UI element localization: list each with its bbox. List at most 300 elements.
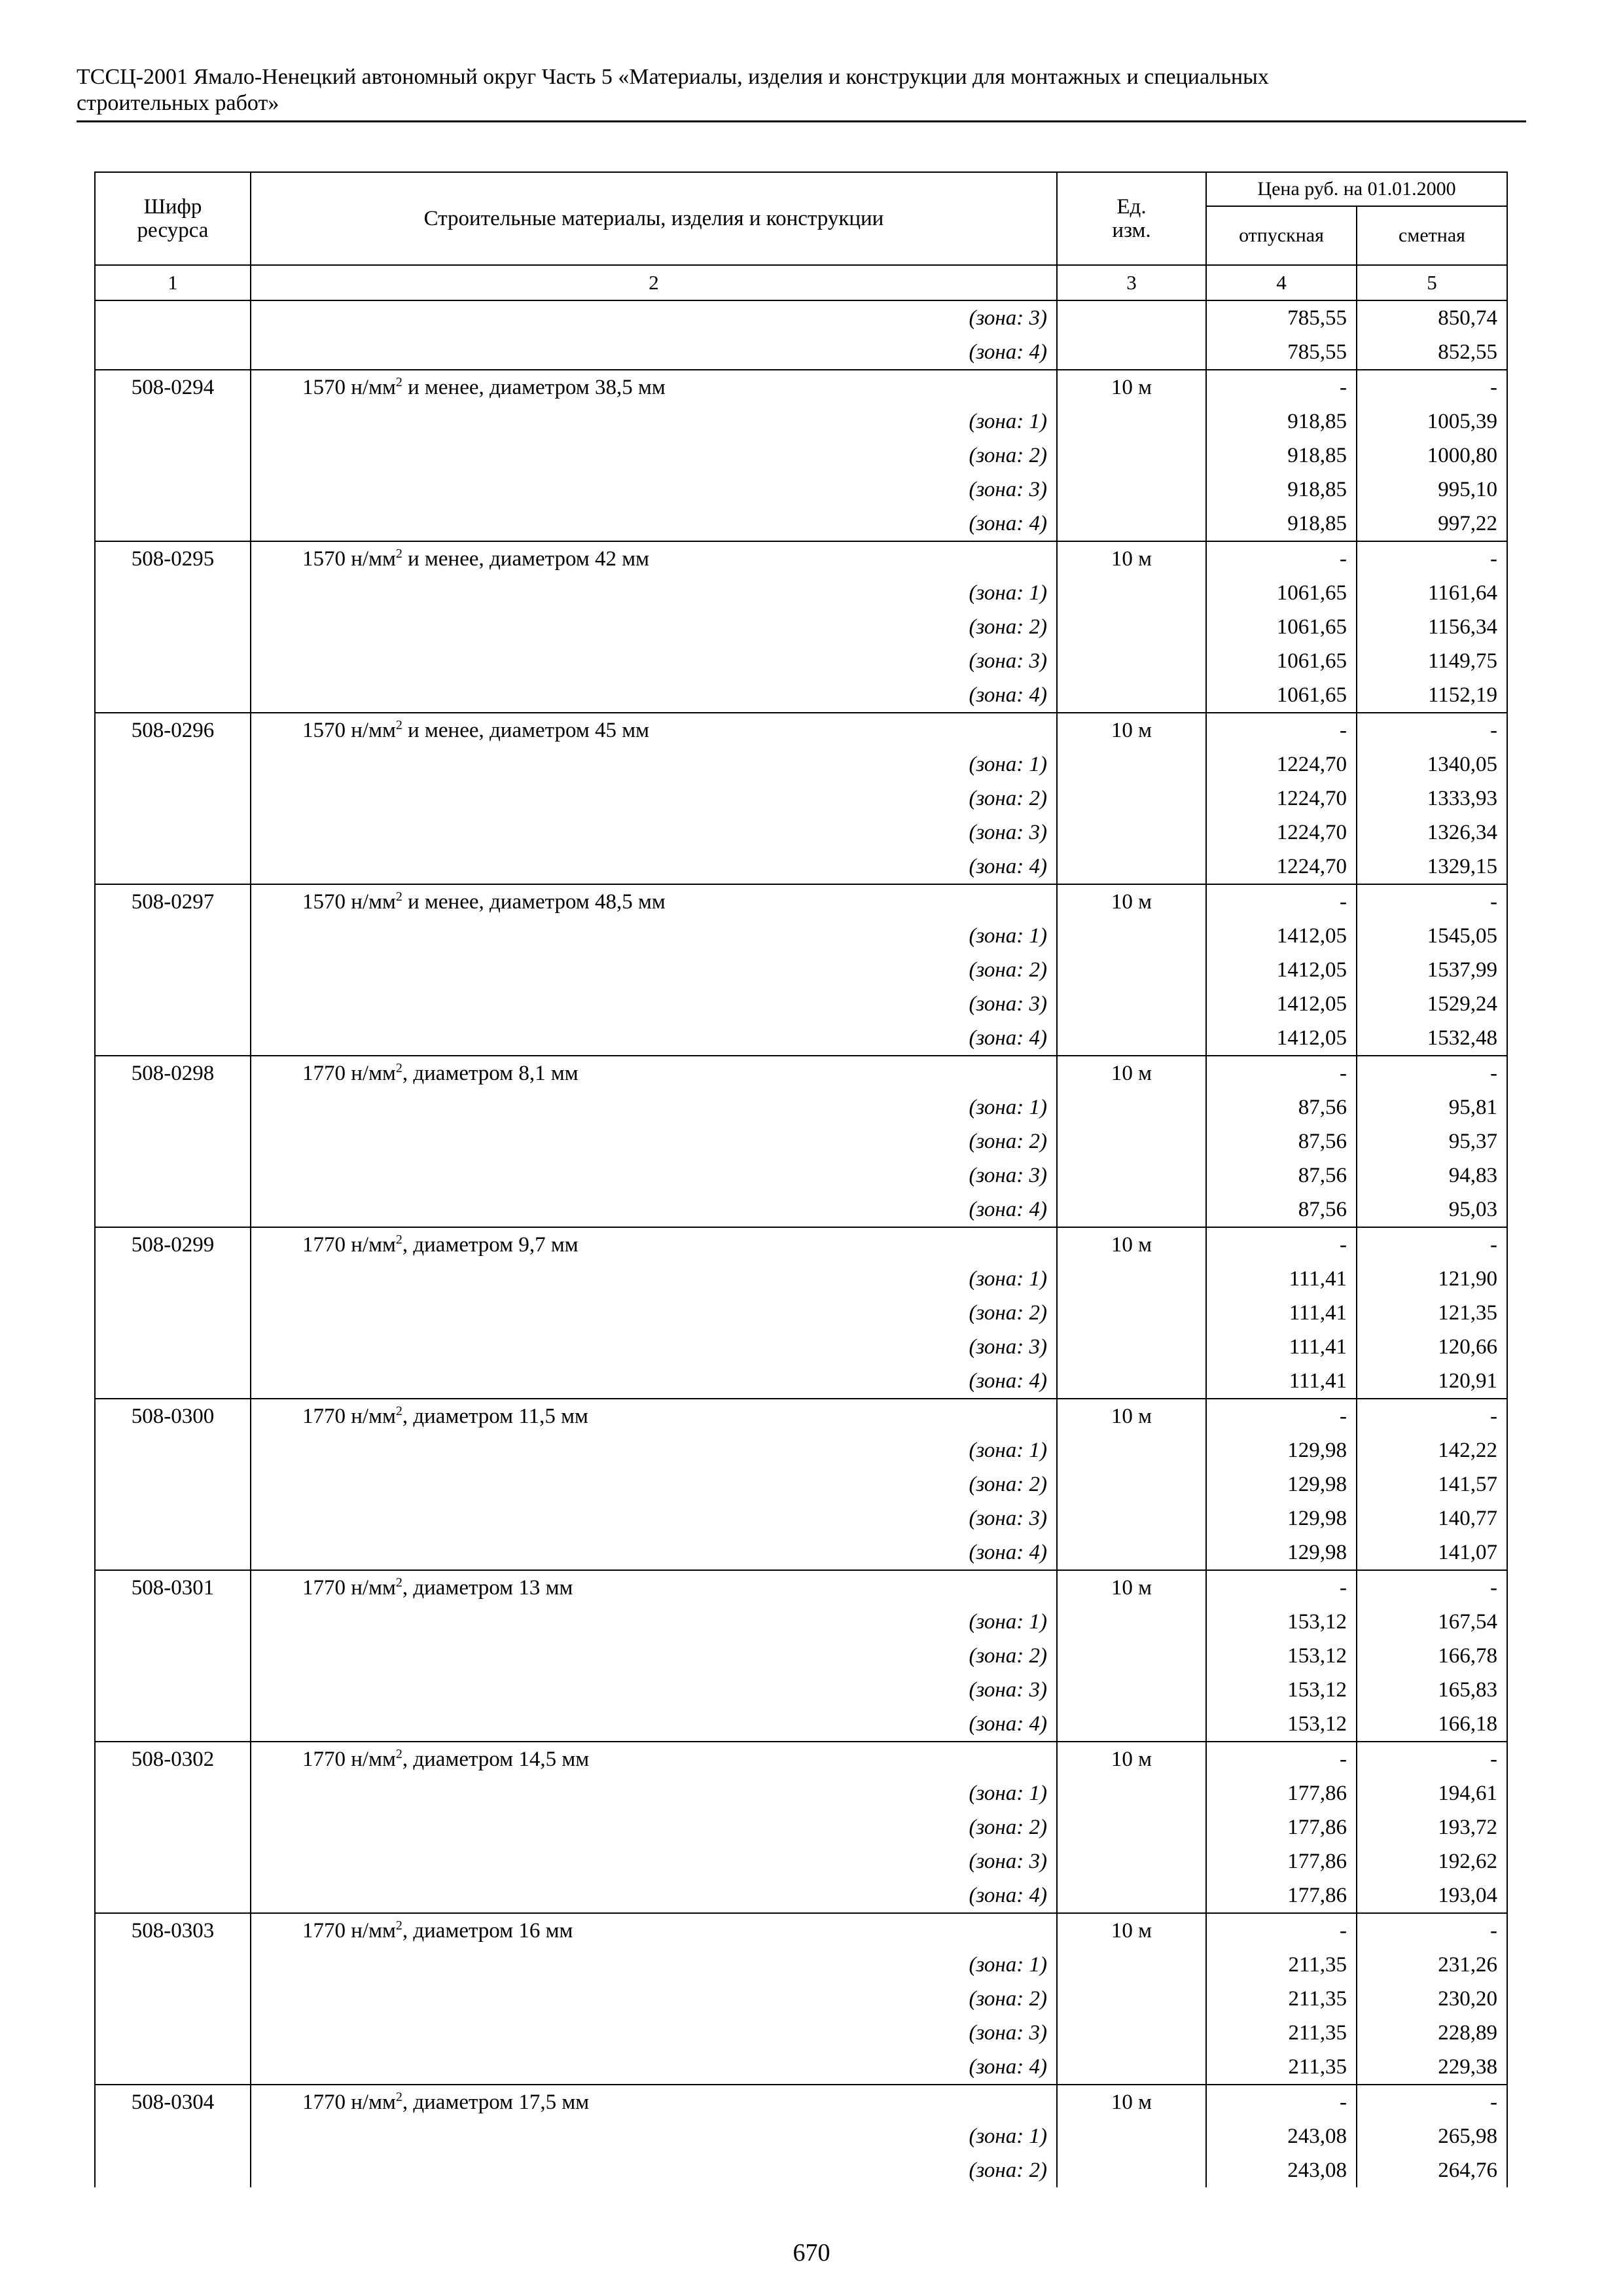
release-price: 1412,05: [1206, 919, 1357, 953]
release-price: -: [1206, 1570, 1357, 1605]
resource-name-suffix: и менее, диаметром 42 мм: [402, 547, 649, 571]
unit-cell: [1057, 678, 1206, 713]
release-price: 243,08: [1206, 2153, 1357, 2187]
resource-row: [95, 1570, 1507, 1605]
resource-group: [95, 2085, 1507, 2187]
resource-name: [251, 1227, 1057, 1262]
zone-row: [95, 1776, 1507, 1810]
resource-code: 508-0296: [95, 713, 251, 747]
resource-name: [251, 884, 1057, 919]
code-cell: [95, 747, 251, 781]
unit-cell: [1057, 2119, 1206, 2153]
unit-cell: [1057, 1501, 1206, 1535]
code-cell: [95, 1707, 251, 1742]
unit-cell: [1057, 2016, 1206, 2050]
estimate-price: 1000,80: [1357, 439, 1507, 473]
resource-name-suffix: и менее, диаметром 38,5 мм: [402, 376, 666, 399]
release-price: 129,98: [1206, 1467, 1357, 1501]
unit-cell: [1057, 1605, 1206, 1639]
release-price: 785,55: [1206, 300, 1357, 335]
estimate-price: 166,18: [1357, 1707, 1507, 1742]
estimate-price: -: [1357, 370, 1507, 404]
release-price: 1224,70: [1206, 747, 1357, 781]
resource-name-text: 1570 н/мм: [302, 376, 396, 399]
unit-superscript: 2: [395, 2090, 402, 2104]
release-price: 153,12: [1206, 1673, 1357, 1707]
zone-label: (зона: 2): [251, 1810, 1057, 1844]
zone-label: (зона: 1): [251, 1433, 1057, 1467]
zone-row: [95, 1707, 1507, 1742]
unit-cell: [1057, 2153, 1206, 2187]
code-cell: [95, 1124, 251, 1158]
resource-name: [251, 2085, 1057, 2119]
estimate-price: -: [1357, 1227, 1507, 1262]
resource-row: [95, 1227, 1507, 1262]
estimate-price: 140,77: [1357, 1501, 1507, 1535]
unit-cell: 10 м: [1057, 1742, 1206, 1776]
code-cell: [95, 2016, 251, 2050]
estimate-price: 121,90: [1357, 1262, 1507, 1296]
resource-code: 508-0301: [95, 1570, 251, 1605]
resource-code: 508-0295: [95, 541, 251, 576]
document-header: [77, 64, 1531, 117]
zone-label: (зона: 1): [251, 1605, 1057, 1639]
release-price: 153,12: [1206, 1639, 1357, 1673]
zone-row: [95, 335, 1507, 370]
unit-cell: [1057, 1330, 1206, 1364]
code-cell: [95, 919, 251, 953]
resource-code: 508-0299: [95, 1227, 251, 1262]
unit-cell: [1057, 1639, 1206, 1673]
release-price: 1224,70: [1206, 850, 1357, 884]
zone-row: [95, 576, 1507, 610]
zone-label: (зона: 3): [251, 1501, 1057, 1535]
code-cell: [95, 1262, 251, 1296]
zone-row: [95, 816, 1507, 850]
release-price: 1061,65: [1206, 644, 1357, 678]
resource-group: [95, 713, 1507, 884]
zone-label: (зона: 4): [251, 1021, 1057, 1056]
release-price: 177,86: [1206, 1776, 1357, 1810]
unit-cell: [1057, 919, 1206, 953]
table-header: [95, 172, 1507, 300]
unit-cell: 10 м: [1057, 884, 1206, 919]
release-price: -: [1206, 1742, 1357, 1776]
zone-row: [95, 1639, 1507, 1673]
code-cell: [95, 1605, 251, 1639]
zone-row: [95, 1364, 1507, 1399]
release-price: -: [1206, 713, 1357, 747]
estimate-price: -: [1357, 1570, 1507, 1605]
zone-row: [95, 1501, 1507, 1535]
zone-row: [95, 507, 1507, 541]
zone-label: (зона: 3): [251, 987, 1057, 1021]
resource-name-text: 1770 н/мм: [302, 1748, 396, 1771]
release-price: 211,35: [1206, 1982, 1357, 2016]
release-price: 129,98: [1206, 1501, 1357, 1535]
code-cell: [95, 335, 251, 370]
release-price: 211,35: [1206, 1948, 1357, 1982]
code-cell: [95, 953, 251, 987]
resource-group: [95, 1570, 1507, 1742]
code-cell: [95, 1433, 251, 1467]
estimate-price: -: [1357, 884, 1507, 919]
column-number: 3: [1057, 265, 1206, 300]
zone-label: (зона: 4): [251, 1535, 1057, 1570]
resource-row: [95, 1742, 1507, 1776]
code-cell: [95, 1296, 251, 1330]
resource-name-suffix: , диаметром 13 мм: [402, 1576, 573, 1600]
unit-cell: [1057, 610, 1206, 644]
column-number: 4: [1206, 265, 1357, 300]
resource-code: 508-0298: [95, 1056, 251, 1090]
estimate-price: 231,26: [1357, 1948, 1507, 1982]
zone-label: (зона: 3): [251, 473, 1057, 507]
unit-cell: [1057, 1982, 1206, 2016]
unit-cell: [1057, 747, 1206, 781]
zone-row: [95, 1193, 1507, 1227]
release-price: 87,56: [1206, 1090, 1357, 1124]
resource-name: [251, 1399, 1057, 1433]
zone-row: [95, 1124, 1507, 1158]
zone-label: (зона: 4): [251, 1878, 1057, 1913]
zone-label: (зона: 4): [251, 678, 1057, 713]
resource-name-suffix: , диаметром 17,5 мм: [402, 2090, 590, 2114]
zone-label: (зона: 2): [251, 439, 1057, 473]
release-price: 87,56: [1206, 1193, 1357, 1227]
resource-name-suffix: и менее, диаметром 48,5 мм: [402, 890, 666, 914]
zone-label: (зона: 3): [251, 644, 1057, 678]
header-rule: [77, 120, 1526, 122]
col-header-estimate: сметная: [1357, 206, 1507, 265]
zone-label: (зона: 4): [251, 2050, 1057, 2085]
resource-name-text: 1770 н/мм: [302, 1576, 396, 1600]
resource-name-suffix: , диаметром 8,1 мм: [402, 1062, 579, 1085]
resource-row: [95, 1056, 1507, 1090]
code-cell: [95, 2119, 251, 2153]
unit-superscript: 2: [395, 1232, 402, 1247]
unit-cell: [1057, 404, 1206, 439]
zone-row: [95, 1535, 1507, 1570]
code-cell: [95, 404, 251, 439]
code-cell: [95, 1501, 251, 1535]
zone-row: [95, 644, 1507, 678]
zone-row: [95, 747, 1507, 781]
resource-name: [251, 1056, 1057, 1090]
zone-row: [95, 1673, 1507, 1707]
release-price: 87,56: [1206, 1124, 1357, 1158]
release-price: 111,41: [1206, 1364, 1357, 1399]
zone-label: (зона: 1): [251, 1090, 1057, 1124]
resource-row: [95, 2085, 1507, 2119]
release-price: -: [1206, 2085, 1357, 2119]
code-cell: [95, 1844, 251, 1878]
release-price: -: [1206, 1227, 1357, 1262]
zone-label: (зона: 3): [251, 2016, 1057, 2050]
zone-row: [95, 1844, 1507, 1878]
column-number: 5: [1357, 265, 1507, 300]
zone-label: (зона: 1): [251, 1948, 1057, 1982]
release-price: 1061,65: [1206, 610, 1357, 644]
col-header-code: Шифр ресурса: [95, 172, 251, 265]
resource-name: [251, 1742, 1057, 1776]
estimate-price: 1161,64: [1357, 576, 1507, 610]
code-cell: [95, 507, 251, 541]
resource-row: [95, 884, 1507, 919]
resource-code: 508-0303: [95, 1913, 251, 1948]
column-number: 2: [251, 265, 1057, 300]
release-price: 1224,70: [1206, 781, 1357, 816]
estimate-price: 1152,19: [1357, 678, 1507, 713]
estimate-price: 121,35: [1357, 1296, 1507, 1330]
estimate-price: 997,22: [1357, 507, 1507, 541]
resource-group: [95, 1056, 1507, 1227]
zone-row: [95, 1296, 1507, 1330]
estimate-price: 193,04: [1357, 1878, 1507, 1913]
estimate-price: 1537,99: [1357, 953, 1507, 987]
release-price: -: [1206, 1913, 1357, 1948]
estimate-price: 141,07: [1357, 1535, 1507, 1570]
release-price: 111,41: [1206, 1330, 1357, 1364]
resource-code: 508-0302: [95, 1742, 251, 1776]
zone-row: [95, 2153, 1507, 2187]
zone-row: [95, 678, 1507, 713]
zone-row: [95, 300, 1507, 335]
resource-row: [95, 370, 1507, 404]
zone-label: (зона: 4): [251, 1193, 1057, 1227]
estimate-price: 995,10: [1357, 473, 1507, 507]
estimate-price: 228,89: [1357, 2016, 1507, 2050]
zone-label: (зона: 3): [251, 1844, 1057, 1878]
col-header-name: Строительные материалы, изделия и конструкции: [251, 172, 1057, 265]
code-cell: [95, 678, 251, 713]
unit-cell: [1057, 439, 1206, 473]
zone-label: (зона: 1): [251, 747, 1057, 781]
unit-cell: [1057, 1948, 1206, 1982]
release-price: -: [1206, 1056, 1357, 1090]
unit-cell: [1057, 473, 1206, 507]
release-price: 918,85: [1206, 507, 1357, 541]
unit-cell: [1057, 1433, 1206, 1467]
unit-cell: 10 м: [1057, 1399, 1206, 1433]
code-cell: [95, 439, 251, 473]
resource-group: [95, 370, 1507, 541]
code-cell: [95, 2153, 251, 2187]
unit-superscript: 2: [395, 547, 402, 561]
zone-row: [95, 781, 1507, 816]
release-price: 243,08: [1206, 2119, 1357, 2153]
unit-cell: [1057, 1673, 1206, 1707]
zone-label: (зона: 3): [251, 1158, 1057, 1193]
estimate-price: 192,62: [1357, 1844, 1507, 1878]
code-cell: [95, 300, 251, 335]
resource-name-text: 1770 н/мм: [302, 2090, 396, 2114]
zone-label: (зона: 1): [251, 1776, 1057, 1810]
col-header-unit: Ед. изм.: [1057, 172, 1206, 265]
release-price: -: [1206, 541, 1357, 576]
resource-name-text: 1570 н/мм: [302, 890, 396, 914]
resource-name-text: 1570 н/мм: [302, 719, 396, 742]
code-cell: [95, 1878, 251, 1913]
release-price: 153,12: [1206, 1707, 1357, 1742]
unit-cell: 10 м: [1057, 1913, 1206, 1948]
release-price: 785,55: [1206, 335, 1357, 370]
zone-row: [95, 953, 1507, 987]
estimate-price: 229,38: [1357, 2050, 1507, 2085]
resource-group: [95, 300, 1507, 370]
resource-code: 508-0304: [95, 2085, 251, 2119]
estimate-price: 167,54: [1357, 1605, 1507, 1639]
zone-row: [95, 1605, 1507, 1639]
unit-cell: [1057, 1193, 1206, 1227]
column-number-row: [95, 265, 1507, 300]
estimate-price: 264,76: [1357, 2153, 1507, 2187]
resource-name-suffix: , диаметром 14,5 мм: [402, 1748, 590, 1771]
code-cell: [95, 1639, 251, 1673]
code-cell: [95, 473, 251, 507]
estimate-price: 230,20: [1357, 1982, 1507, 2016]
estimate-price: -: [1357, 1913, 1507, 1948]
zone-label: (зона: 3): [251, 300, 1057, 335]
release-price: -: [1206, 884, 1357, 919]
unit-cell: [1057, 850, 1206, 884]
zone-row: [95, 987, 1507, 1021]
zone-label: (зона: 2): [251, 1467, 1057, 1501]
zone-row: [95, 2119, 1507, 2153]
unit-cell: [1057, 816, 1206, 850]
code-cell: [95, 781, 251, 816]
unit-cell: [1057, 1021, 1206, 1056]
zone-label: (зона: 2): [251, 953, 1057, 987]
release-price: 111,41: [1206, 1262, 1357, 1296]
unit-cell: 10 м: [1057, 713, 1206, 747]
estimate-price: 1156,34: [1357, 610, 1507, 644]
zone-label: (зона: 4): [251, 1707, 1057, 1742]
unit-cell: [1057, 335, 1206, 370]
release-price: 1412,05: [1206, 1021, 1357, 1056]
zone-row: [95, 1262, 1507, 1296]
resource-group: [95, 1913, 1507, 2085]
release-price: -: [1206, 370, 1357, 404]
zone-label: (зона: 2): [251, 1982, 1057, 2016]
resource-code: 508-0300: [95, 1399, 251, 1433]
release-price: 918,85: [1206, 439, 1357, 473]
estimate-price: 850,74: [1357, 300, 1507, 335]
zone-label: (зона: 3): [251, 1673, 1057, 1707]
release-price: 177,86: [1206, 1878, 1357, 1913]
code-cell: [95, 1330, 251, 1364]
estimate-price: 95,03: [1357, 1193, 1507, 1227]
unit-superscript: 2: [395, 1575, 402, 1590]
code-cell: [95, 987, 251, 1021]
unit-cell: [1057, 1844, 1206, 1878]
code-cell: [95, 1467, 251, 1501]
estimate-price: 95,37: [1357, 1124, 1507, 1158]
zone-row: [95, 404, 1507, 439]
zone-label: (зона: 4): [251, 850, 1057, 884]
estimate-price: 142,22: [1357, 1433, 1507, 1467]
zone-row: [95, 1467, 1507, 1501]
resource-name-suffix: , диаметром 9,7 мм: [402, 1233, 579, 1257]
resource-group: [95, 884, 1507, 1056]
estimate-price: 165,83: [1357, 1673, 1507, 1707]
zone-row: [95, 1948, 1507, 1982]
zone-label: (зона: 4): [251, 1364, 1057, 1399]
zone-label: (зона: 2): [251, 1124, 1057, 1158]
zone-label: (зона: 2): [251, 610, 1057, 644]
resource-name: [251, 713, 1057, 747]
zone-row: [95, 1433, 1507, 1467]
release-price: 153,12: [1206, 1605, 1357, 1639]
unit-cell: [1057, 1776, 1206, 1810]
release-price: 177,86: [1206, 1844, 1357, 1878]
code-cell: [95, 1982, 251, 2016]
zone-label: (зона: 1): [251, 404, 1057, 439]
code-cell: [95, 2050, 251, 2085]
unit-superscript: 2: [395, 1404, 402, 1418]
release-price: 1061,65: [1206, 576, 1357, 610]
estimate-price: 1532,48: [1357, 1021, 1507, 1056]
code-cell: [95, 1673, 251, 1707]
zone-row: [95, 1021, 1507, 1056]
estimate-price: 1340,05: [1357, 747, 1507, 781]
release-price: 177,86: [1206, 1810, 1357, 1844]
code-cell: [95, 1090, 251, 1124]
release-price: 129,98: [1206, 1535, 1357, 1570]
col-header-price-group: Цена руб. на 01.01.2000: [1206, 172, 1507, 206]
release-price: 129,98: [1206, 1433, 1357, 1467]
code-cell: [95, 1021, 251, 1056]
resource-code: 508-0294: [95, 370, 251, 404]
zone-row: [95, 1090, 1507, 1124]
resource-name: [251, 370, 1057, 404]
resource-row: [95, 1913, 1507, 1948]
unit-cell: [1057, 953, 1206, 987]
zone-row: [95, 473, 1507, 507]
resource-group: [95, 1742, 1507, 1913]
zone-label: (зона: 2): [251, 1296, 1057, 1330]
header-line-2: строительных работ»: [77, 91, 279, 115]
release-price: 87,56: [1206, 1158, 1357, 1193]
estimate-price: 852,55: [1357, 335, 1507, 370]
column-number: 1: [95, 265, 251, 300]
code-cell: [95, 1364, 251, 1399]
unit-cell: [1057, 1810, 1206, 1844]
unit-cell: 10 м: [1057, 1056, 1206, 1090]
unit-cell: [1057, 987, 1206, 1021]
release-price: 111,41: [1206, 1296, 1357, 1330]
zone-row: [95, 1878, 1507, 1913]
estimate-price: 1005,39: [1357, 404, 1507, 439]
unit-cell: 10 м: [1057, 1570, 1206, 1605]
zone-row: [95, 919, 1507, 953]
estimate-price: 265,98: [1357, 2119, 1507, 2153]
resource-name: [251, 1913, 1057, 1948]
resource-name-suffix: , диаметром 16 мм: [402, 1919, 573, 1943]
zone-label: (зона: 1): [251, 2119, 1057, 2153]
resource-name-text: 1570 н/мм: [302, 547, 396, 571]
page-number: 670: [793, 2239, 830, 2267]
resource-name-text: 1770 н/мм: [302, 1919, 396, 1943]
estimate-price: 166,78: [1357, 1639, 1507, 1673]
resource-name-suffix: и менее, диаметром 45 мм: [402, 719, 649, 742]
zone-label: (зона: 2): [251, 781, 1057, 816]
unit-cell: [1057, 1467, 1206, 1501]
unit-superscript: 2: [395, 375, 402, 389]
zone-label: (зона: 3): [251, 816, 1057, 850]
zone-label: (зона: 2): [251, 2153, 1057, 2187]
resource-row: [95, 713, 1507, 747]
